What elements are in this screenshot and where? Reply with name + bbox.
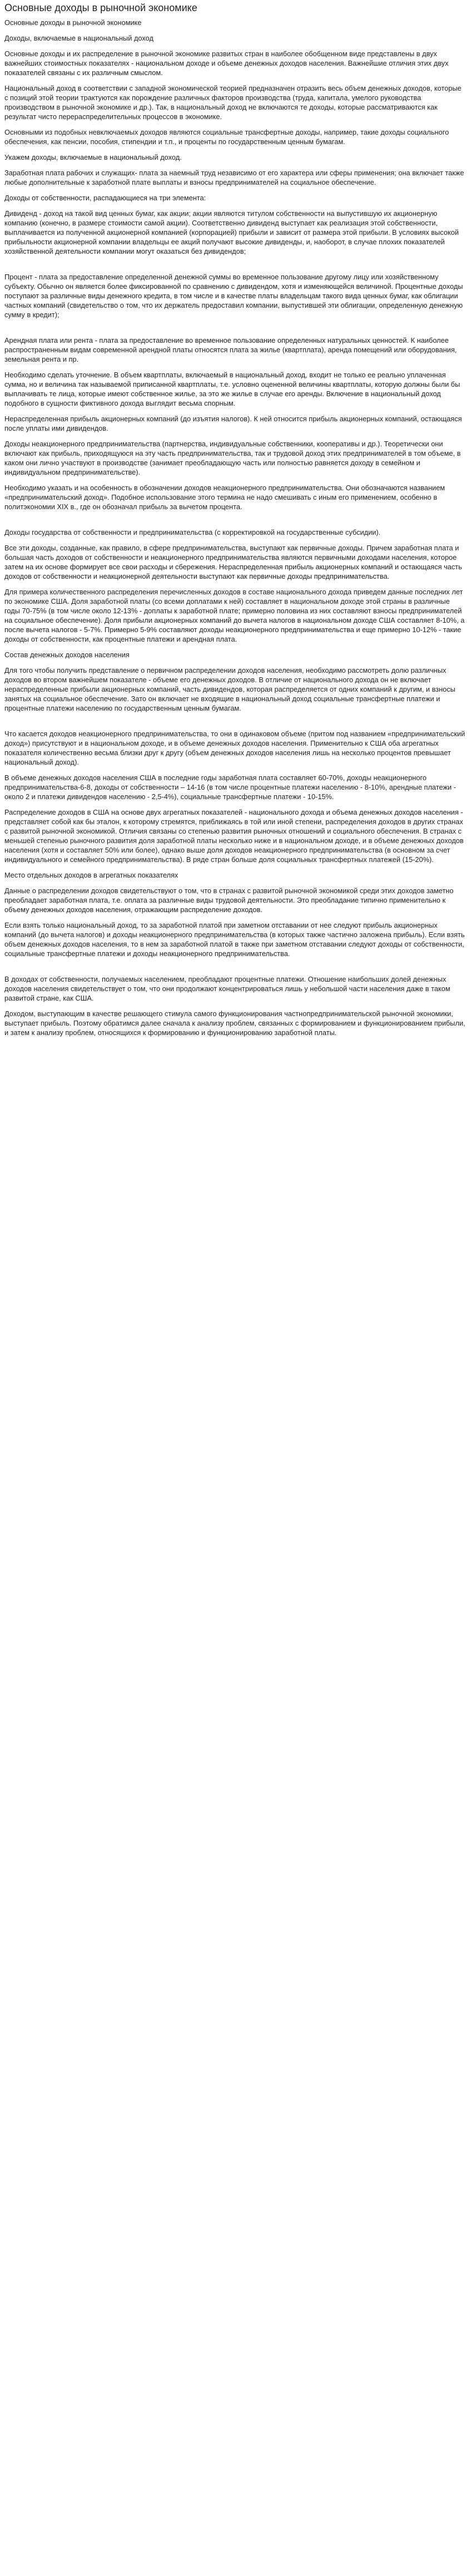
- paragraph: Арендная плата или рента - плата за предоставление во временное пользование определенных натуральных ценностей. К наиболее распространенным видам современной арендной платы относятся плата за жилье (квартплата), аренда помещений или оборудования, земельная рента и пр.: [4, 336, 457, 363]
- spacer: [4, 719, 467, 729]
- paragraph: Доходы от собственности, распадающиеся на три элемента:: [4, 194, 206, 202]
- paragraph: В объеме денежных доходов населения США в последние годы заработная плата составляет 60-70%, доходы неакционерного предпринимательства-6-8, доходы от собственности – 14-16 (в том числе процентные платежи населению - 8-10%, арендные платежи - около 2 и платежи дивидендов населению - 2,5-4%), социальные трансфертные платежи - 10-15%.: [4, 774, 456, 801]
- paragraph: Дивиденд - доход на такой вид ценных бумаг, как акции; акции являются титулом собственности на выпустившую их акционерную компанию (конечно, в размере стоимости самой акции). Соответственно дивиденд выступает как реализация этой собственности, выплачивается из полученной акционерной компанией (корпорацией) прибыли и зависит от размера этой прибыли. В условиях высокой прибыльности акционерной компании владельцы ее акций получают высокие дивиденды, и, наоборот, в случае плохих показателей хозяйственной деятельности компании могут оказаться без дивидендов;: [4, 209, 459, 255]
- paragraph: Необходимо указать и на особенность в обозначении доходов неакционерного предпринимательства. Они обозначаются названием «предпринимательский доход». Подобное использование этого термина не надо смешивать с иным его применением, особенно в политэкономии XIX в., где он обозначал прибыль за вычетом процента.: [4, 484, 445, 511]
- page-title: Основные доходы в рыночной экономике: [4, 2, 197, 13]
- paragraph: Основными из подобных невключаемых доходов являются социальные трансфертные доходы, например, такие доходы социального обеспечения, как пенсии, пособия, стипендии и т.п., и проценты по государственным ценным бумагам.: [4, 128, 449, 146]
- paragraph: Доходы неакционерного предпринимательства (партнерства, индивидуальные собственники, кооперативы и др.). Теоретически они включают как прибыль, приходящуюся на эту часть предпринимательства, так и трудовой доход этих предпринимателей в том объеме, в каком они лично участвуют в производстве (занимает преобладающую часть или полностью равняется доходу в семейном и индивидуальном предпринимательстве).: [4, 440, 461, 476]
- paragraph: Заработная плата рабочих и служащих- плата за наемный труд независимо от его характера или сферы применения; она включает также любые дополнительные к заработной плате выплаты и взносы предпринимателей на социальное обеспечение.: [4, 169, 464, 186]
- section-heading: Состав денежных доходов населения: [4, 651, 130, 659]
- paragraph: Основные доходы и их распределение в рыночной экономике развитых стран в наиболее обобщенном виде представлены в двух важнейших стоимостных показателях - национальном доходе и объеме денежных доходов населения. Важнейшие отличия этих двух показателей связаны с их различным смыслом.: [4, 50, 449, 77]
- spacer: [4, 964, 467, 974]
- paragraph: Укажем доходы, включаемые в национальный доход.: [4, 153, 182, 161]
- paragraph: Распределение доходов в США на основе двух агрегатных показателей - национального дохода и объема денежных доходов населения - представляет собой как бы эталон, к которому стремятся, приближаясь в той или иной степени, распределения доходов в других странах с развитой рыночной экономикой. Отличия связаны со степенью развития рыночных отношений и социального обеспечения. В странах с меньшей степенью рыночного развития доля заработной платы несколько ниже и в национальном доходе, и в объеме денежных доходов населения (хотя и составляет 50% или более), однако выше доля доходов неакционерного предпринимательства (в основном за счет индивидуального и семейного предпринимательства). В ряде стран больше доля социальных трансфертных платежей (15-20%).: [4, 808, 464, 864]
- paragraph: Для примера количественного распределения перечисленных доходов в составе национального дохода приведем данные последних лет по экономике США. Доля заработной платы (со всеми доплатами к ней) составляет в национальном доходе этой страны в различные годы 70-75% (в том числе около 12-13% - доплаты к заработной плате; примерно половина из них составляют взносы предпринимателей на социальное обеспечение). Доля прибыли акционерных компаний до вычета налогов в национальном доходе США составляет 8-10%, а после вычета налогов - 5-7%. Примерно 5-9% составляют доходы неакционерного предпринимательства и еще примерно 10-12% - такие доходы от собственности, как процентные платежи и арендная плата.: [4, 588, 465, 643]
- paragraph: Процент - плата за предоставление определенной денежной суммы во временное пользование другому лицу или хозяйственному субъекту. Обычно он является более фиксированной по сравнению с дивидендом, хотя и изменяющейся величиной. Процентные доходы поступают за различные виды денежного кредита, в том числе и в качестве платы владельцам такого вида ценных бумаг, как облигации частных компаний (свидетельство о том, что их держатель предоставил компании, выпустившей эти облигации, определенную денежную сумму в кредит);: [4, 273, 463, 319]
- section-heading: Доходы, включаемые в национальный доход: [4, 34, 153, 42]
- paragraph: Необходимо сделать уточнение. В объем квартплаты, включаемый в национальный доход, входит не только ее реально уплаченная сумма, но и величина так называемой приписанной квартплаты, т.е. условно оцененной величины квартплаты, которую должны были бы выплачивать те лица, которые имеют собственное жилье, за это же жилье в случае его аренды. Включение в национальный доход подобного в сущности фиктивного дохода выглядит весьма спорным.: [4, 371, 460, 407]
- paragraph: Нераспределенная прибыль акционерных компаний (до изъятия налогов). К ней относится прибыль акционерных компаний, остающаяся после уплаты ими дивидендов.: [4, 415, 462, 432]
- paragraph: Если взять только национальный доход, то за заработной платой при заметном отставании от нее следуют прибыль акционерных компаний (до вычета налогов) и доходы неакционерного предпринимательства (в которых также частично заложена прибыль). Если взять объем денежных доходов населения, то в нем за заработной платой в также при заметном отставании следуют доходы от собственности, социальные трансфертные платежи и доходы неакционерного предпринимательства.: [4, 921, 465, 958]
- paragraph: Данные о распределении доходов свидетельствуют о том, что в странах с развитой рыночной экономикой среди этих доходов заметно преобладает заработная плата, т.е. оплата за различные виды трудовой деятельности. Это преобладание типично применительно к объему денежных доходов населения, отражающим распределение доходов.: [4, 886, 454, 914]
- spacer: [4, 262, 467, 272]
- paragraph: Национальный доход в соответствии с западной экономической теорией предназначен отразить весь объем денежных доходов, которые с позиций этой теории трактуются как порождение различных факторов производства (труда, капитала, умелого руководства производством в рыночной экономике и др.). Так, в национальный доход не включаются те доходы, которые рассматриваются как результат чисто перераспределительных процессов в экономике.: [4, 84, 462, 121]
- spacer: [4, 326, 467, 336]
- section-heading: Место отдельных доходов в агрегатных показателях: [4, 871, 179, 879]
- paragraph: Доходом, выступающим в качестве решающего стимула самого функционирования частнопредпринимательской рыночной экономики, выступает прибыль. Поэтому обратимся далее сначала к анализу проблем, связанных с формированием и функционированием прибыли, и затем к анализу проблем, относящихся к формированию и функционированию заработной платы.: [4, 1009, 465, 1037]
- paragraph: Для того чтобы получить представление о первичном распределении доходов населения, необходимо рассмотреть долю различных доходов во втором важнейшем показателе - объеме его денежных доходов. В отличие от национального дохода он не включает нераспределенные прибыли акционерных компаний, часть дивидендов, которая распределяется от одних компаний к другим, и взносы занятых на социальное обеспечение. Зато он включает не входящие в национальный доход социальные трансфертные платежи и процентные платежи населению по государственным ценным бумагам.: [4, 666, 455, 712]
- paragraph: Все эти доходы, созданные, как правило, в сфере предпринимательства, выступают как первичные доходы. Причем заработная плата и большая часть доходов от собственности и неакционерного предпринимательства являются первичными доходами населения, которое затем на их основе формирует все свои расходы и сбережения. Нераспределенная прибыль акционерных компаний и остающаяся часть доходов от собственности и неакционерной деятельности выступают как первичные доходы предпринимательства.: [4, 544, 462, 580]
- paragraph: В доходах от собственности, получаемых населением, преобладают процентные платежи. Отношение наибольших долей денежных доходов населения свидетельствует о том, что они продолжают концентрироваться лишь у небольшой части населения даже в таком развитой стране, как США.: [4, 975, 450, 1002]
- spacer: [4, 518, 467, 528]
- section-heading: Основные доходы в рыночной экономике: [4, 18, 142, 27]
- paragraph: Доходы государства от собственности и предпринимательства (с корректировкой на государственные субсидии).: [4, 528, 381, 536]
- paragraph: Что касается доходов неакционерного предпринимательства, то они в одинаковом объеме (притом под названием «предпринимательский доход») присутствуют и в национальном доходе, и в объеме денежных доходов населения. Применительно к США оба агрегатных показателя количественно весьма близки друг к другу (объем денежных доходов населения лишь на несколько процентов превышает национальный доход).: [4, 730, 465, 766]
- document-page: [0, 0, 471, 1048]
